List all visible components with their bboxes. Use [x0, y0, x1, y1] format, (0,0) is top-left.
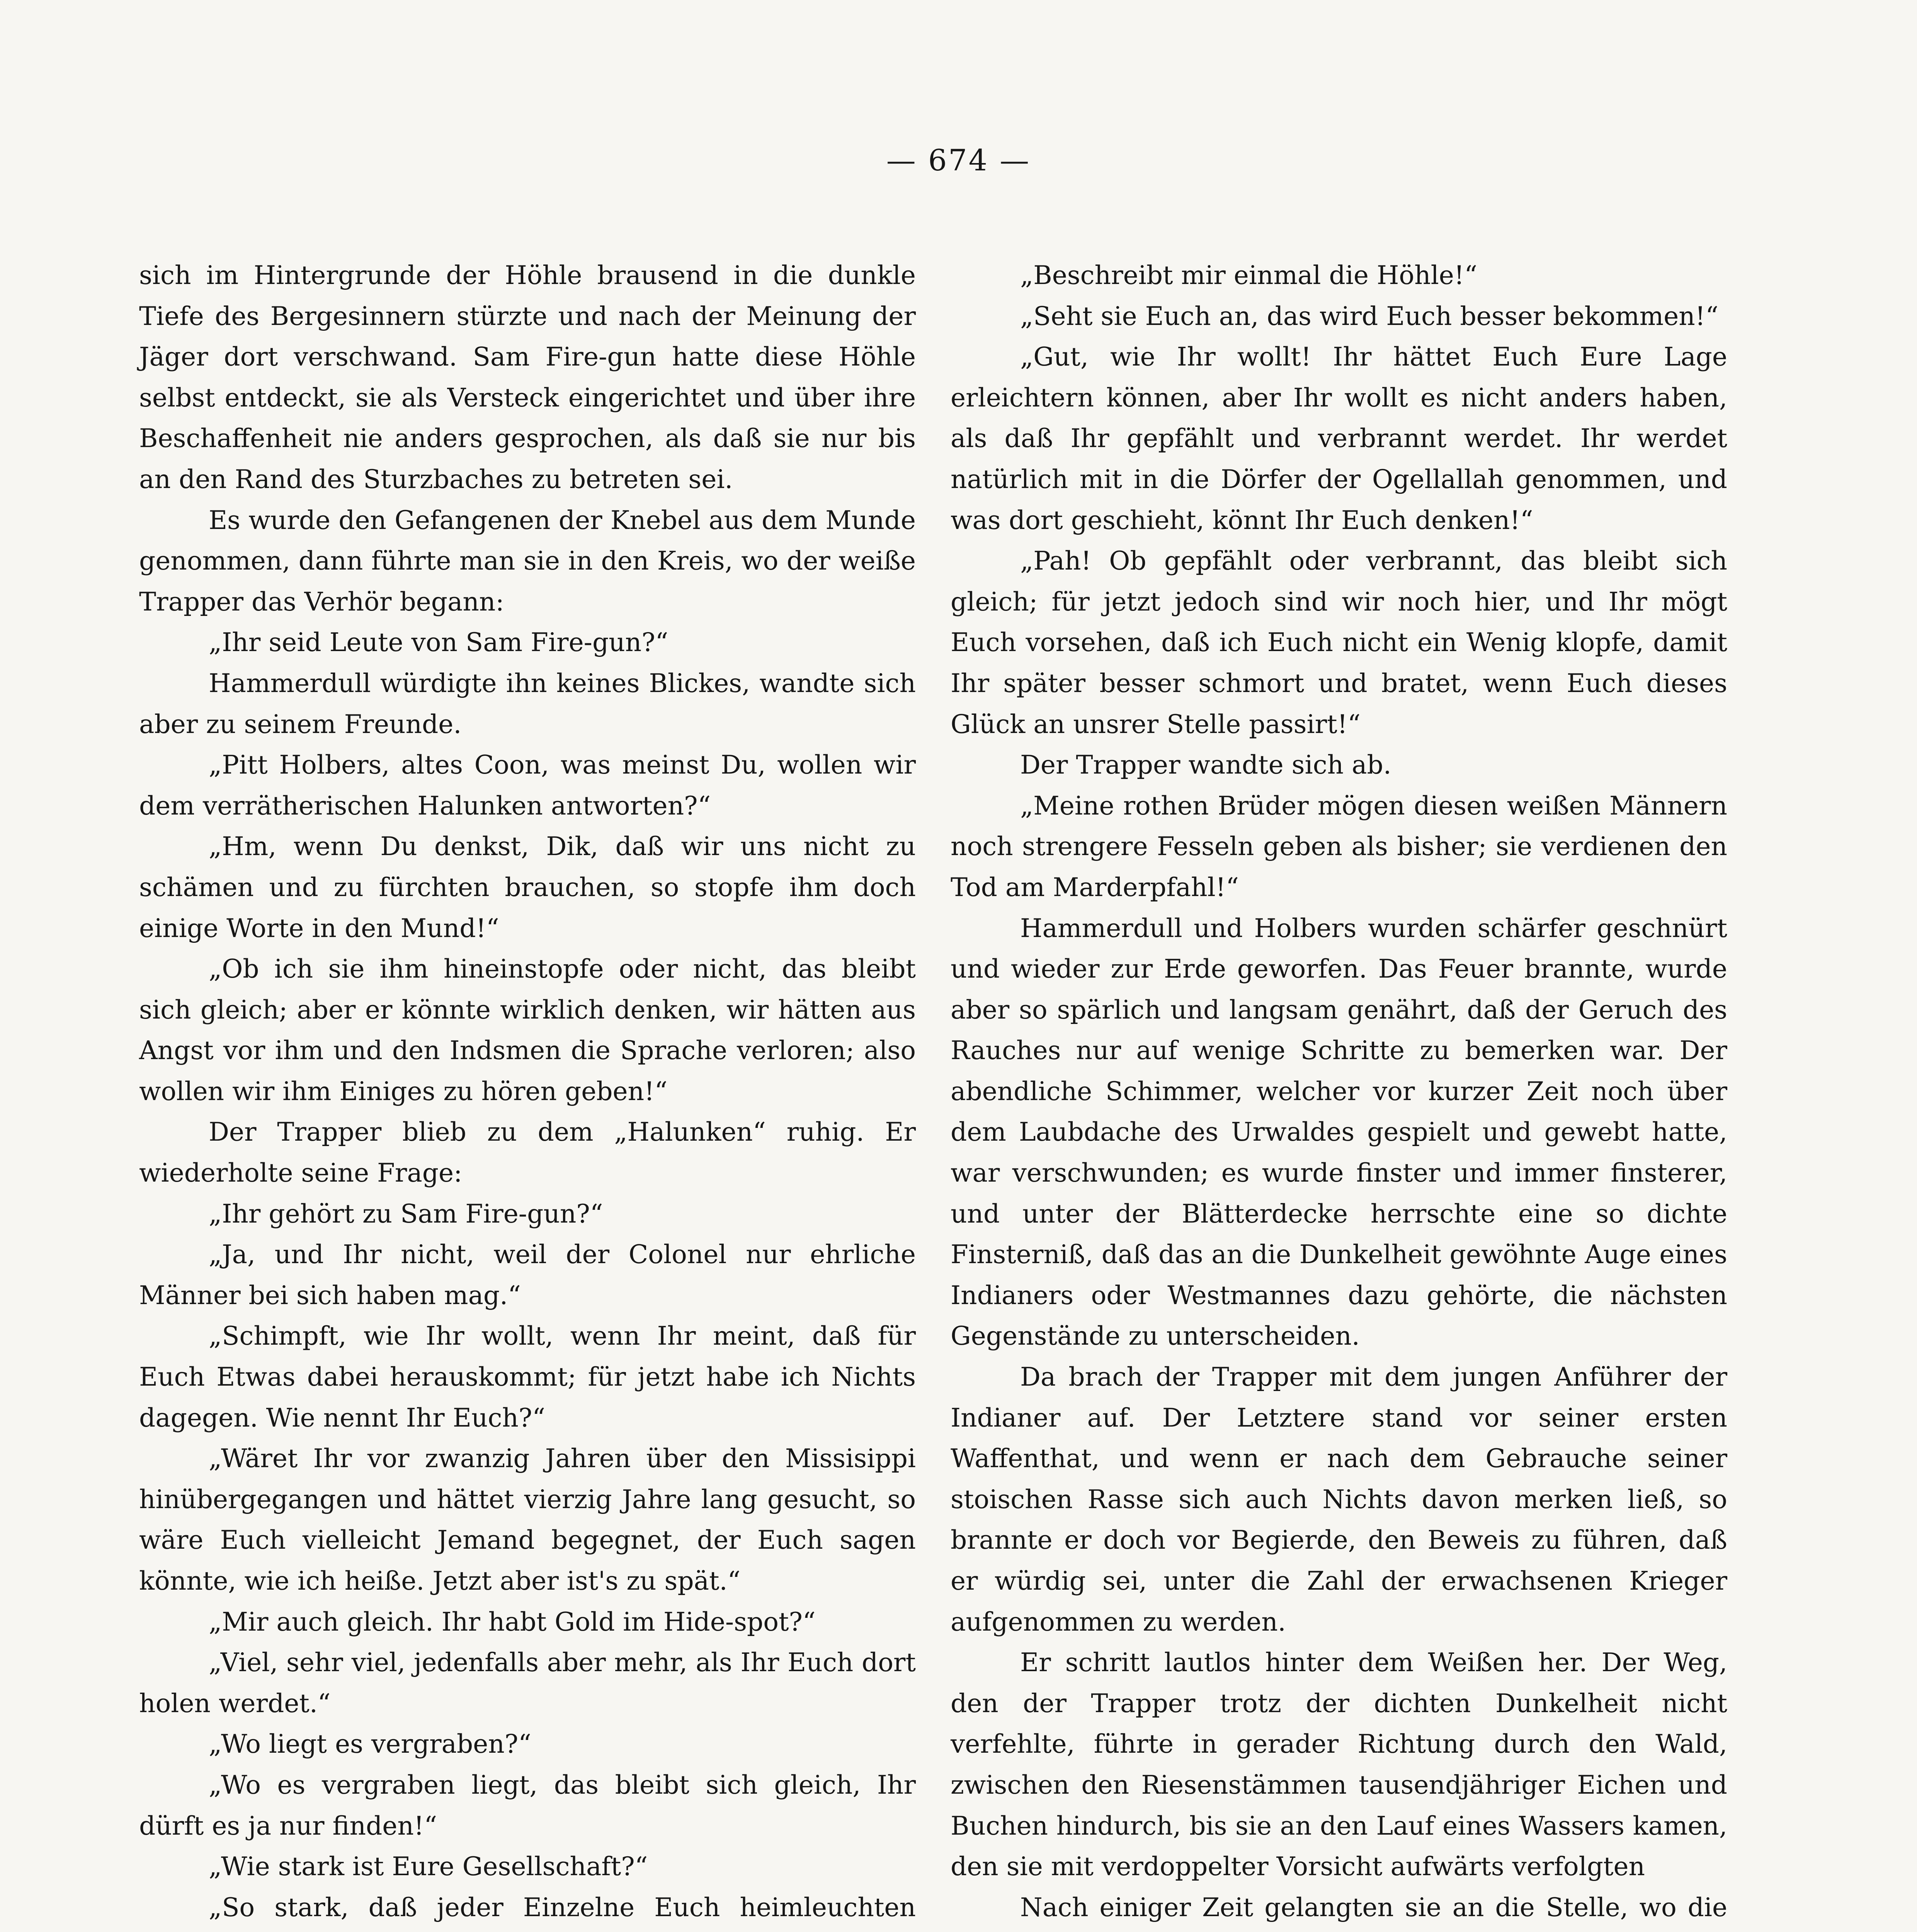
- paragraph: „Gut, wie Ihr wollt! Ihr hättet Euch Eure Lage erleichtern können, aber Ihr wollt es nicht anders haben, als daß Ihr gepfählt und verbrannt werdet. Ihr werdet natürlich mit in die Dörfer der Ogellallah genommen, und was dort geschieht, könnt Ihr Euch denken!“: [951, 342, 1727, 535]
- right-column: [951, 255, 1727, 1932]
- paragraph: „Mir auch gleich. Ihr habt Gold im Hide-spot?“: [209, 1607, 816, 1637]
- paragraph: sich im Hintergrunde der Höhle brausend in die dunkle Tiefe des Bergesinnern stürzte und nach der Meinung der Jäger dort verschwand. Sam Fire-gun hatte diese Höhle selbst entdeckt, sie als Versteck eingerichtet und über ihre Beschaffenheit nie anders gesprochen, als daß sie nur bis an den Rand des Sturzbaches zu betreten sei.: [139, 260, 916, 494]
- paragraph: „Wo es vergraben liegt, das bleibt sich gleich, Ihr dürft es ja nur finden!“: [139, 1770, 916, 1841]
- paragraph: „Ob ich sie ihm hineinstopfe oder nicht, das bleibt sich gleich; aber er könnte wirklich denken, wir hätten aus Angst vor ihm und den Indsmen die Sprache verloren; also wollen wir ihm Einiges zu hören geben!“: [139, 954, 916, 1106]
- paragraph: Er schritt lautlos hinter dem Weißen her. Der Weg, den der Trapper trotz der dichten Dunkelheit nicht verfehlte, führte in gerader Richtung durch den Wald, zwischen den Riesenstämmen tausendjähriger Eichen und Buchen hindurch, bis sie an den Lauf eines Wassers kamen, den sie mit verdoppelter Vorsicht aufwärts verfolgten: [951, 1648, 1727, 1882]
- left-column: [139, 255, 916, 1932]
- paragraph: „Wo liegt es vergraben?“: [209, 1729, 531, 1759]
- paragraph: Es wurde den Gefangenen der Knebel aus dem Munde genommen, dann führte man sie in den Kreis, wo der weiße Trapper das Verhör begann:: [139, 505, 916, 617]
- paragraph: Der Trapper wandte sich ab.: [1020, 750, 1391, 780]
- paragraph: Hammerdull würdigte ihn keines Blickes, wandte sich aber zu seinem Freunde.: [139, 668, 916, 739]
- paragraph: Der Trapper blieb zu dem „Halunken“ ruhig. Er wiederholte seine Frage:: [139, 1117, 916, 1188]
- paragraph: „Pah! Ob gepfählt oder verbrannt, das bleibt sich gleich; für jetzt jedoch sind wir noch hier, und Ihr mögt Euch vorsehen, daß ich Euch nicht ein Wenig klopfe, damit Ihr später besser schmort und bratet, wenn Euch dieses Glück an unsrer Stelle passirt!“: [951, 546, 1727, 739]
- paragraph: „So stark, daß jeder Einzelne Euch heimleuchten: [209, 1892, 916, 1922]
- paragraph: „Pitt Holbers, altes Coon, was meinst Du, wollen wir dem verrätherischen Halunken antworten?“: [139, 750, 916, 821]
- paragraph: „Ja, und Ihr nicht, weil der Colonel nur ehrliche Männer bei sich haben mag.“: [139, 1240, 916, 1310]
- paragraph: Da brach der Trapper mit dem jungen Anführer der Indianer auf. Der Letztere stand vor seiner ersten Waffenthat, und wenn er nach dem Gebrauche seiner stoischen Rasse sich auch Nichts davon merken ließ, so brannte er doch vor Begierde, den Beweis zu führen, daß er würdig sei, unter die Zahl der erwachsenen Krieger aufgenommen zu werden.: [951, 1362, 1727, 1637]
- paragraph: „Ihr seid Leute von Sam Fire-gun?“: [209, 628, 668, 658]
- page-number: — 674 —: [886, 143, 1031, 177]
- paragraph: „Hm, wenn Du denkst, Dik, daß wir uns nicht zu schämen und zu fürchten brauchen, so stopfe ihm doch einige Worte in den Mund!“: [139, 832, 916, 943]
- paragraph: Hammerdull und Holbers wurden schärfer geschnürt und wieder zur Erde geworfen. Das Feuer brannte, wurde aber so spärlich und langsam genährt, daß der Geruch des Rauches nur auf wenige Schritte zu bemerken war. Der abendliche Schimmer, welcher vor kurzer Zeit noch über dem Laubdache des Urwaldes gespielt und gewebt hatte, war verschwunden; es wurde finster und immer finsterer, und unter der Blätterdecke herrschte eine so dichte Finsterniß, daß das an die Dunkelheit gewöhnte Auge eines Indianers oder Westmannes dazu gehörte, die nächsten Gegenstände zu unterscheiden.: [951, 913, 1727, 1351]
- paragraph: „Beschreibt mir einmal die Höhle!“: [1020, 260, 1478, 290]
- paragraph: Nach einiger Zeit gelangten sie an die Stelle, wo die: [1020, 1892, 1727, 1922]
- paragraph: „Meine rothen Brüder mögen diesen weißen Männern noch strengere Fesseln geben als bisher; sie verdienen den Tod am Marderpfahl!“: [951, 791, 1727, 902]
- paragraph: „Seht sie Euch an, das wird Euch besser bekommen!“: [1020, 301, 1719, 331]
- paragraph: „Wie stark ist Eure Gesellschaft?“: [209, 1852, 648, 1882]
- paragraph: „Ihr gehört zu Sam Fire-gun?“: [209, 1199, 603, 1229]
- paragraph: „Wäret Ihr vor zwanzig Jahren über den Missisippi hinübergegangen und hättet vierzig Jahre lang gesucht, so wäre Euch vielleicht Jemand begegnet, der Euch sagen könnte, wie ich heiße. Jetzt aber ist's zu spät.“: [139, 1444, 916, 1596]
- paragraph: „Schimpft, wie Ihr wollt, wenn Ihr meint, daß für Euch Etwas dabei herauskommt; für jetzt habe ich Nichts dagegen. Wie nennt Ihr Euch?“: [139, 1321, 916, 1433]
- paragraph: „Viel, sehr viel, jedenfalls aber mehr, als Ihr Euch dort holen werdet.“: [139, 1648, 916, 1718]
